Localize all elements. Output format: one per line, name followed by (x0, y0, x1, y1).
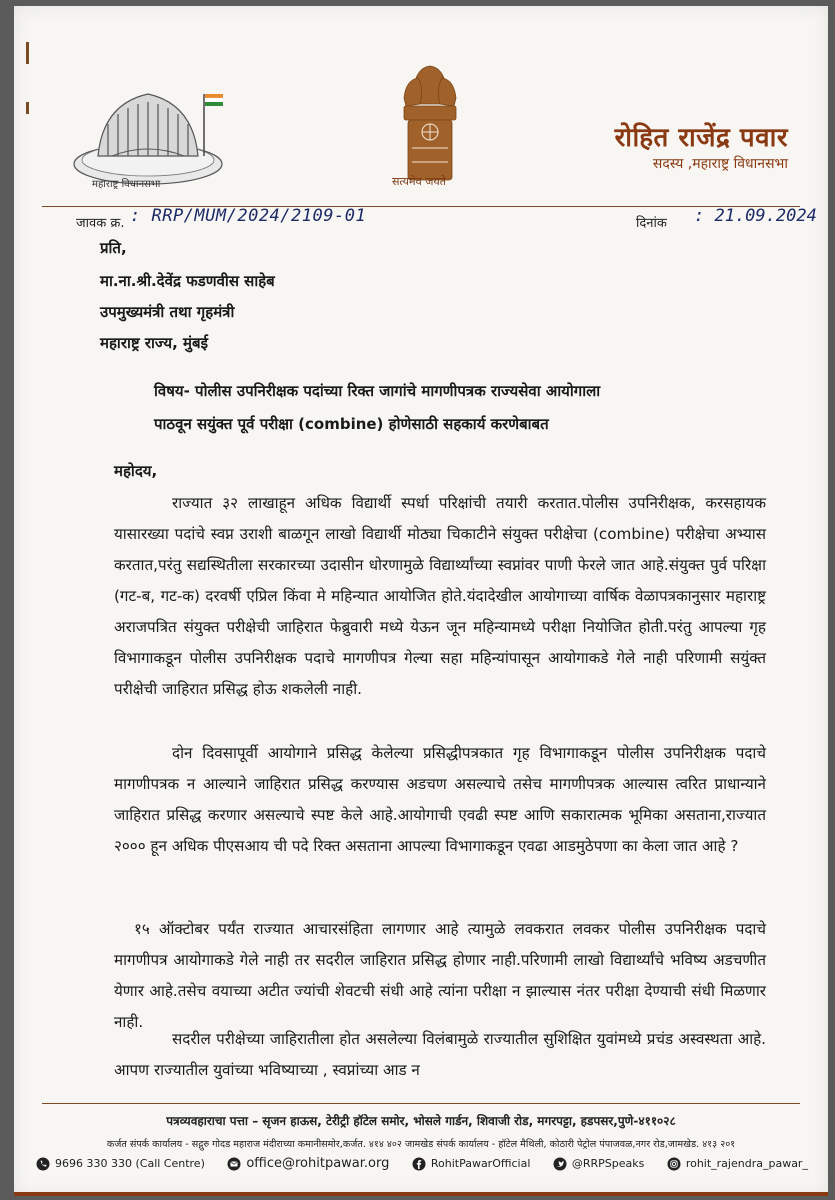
date-label: दिनांक (636, 216, 667, 231)
subject-line: पाठवून सयुंक्त पूर्व परीक्षा (combine) होणेसाठी सहकार्य करणेबाबत (154, 415, 549, 433)
footer-rule (42, 1103, 800, 1104)
body-paragraph: राज्यात ३२ लाखाहून अधिक विद्यार्थी स्पर्धा परिक्षांची तयारी करतात.पोलीस उपनिरीक्षक, करसहायक यासारख्या पदांचे स्वप्न उराशी बाळगून लाखो विद्यार्थी मोठ्या चिकाटीने संयुक्त परीक्षेचा (combine) परीक्षेचा अभ्यास करतात,परंतु सद्यस्थितीला सरकारच्या उदासीन धोरणामुळे विद्यार्थ्यांच्या स्वप्नांवर पाणी फेरले जात आहे.संयुक्त पुर्व परिक्षा (गट-ब, गट-क) दरवर्षी एप्रिल किंवा मे महिन्यात आयोजित होते.यंदादेखील आयोगाच्या वार्षिक वेळापत्रकानुसार महाराष्ट्र अराजपत्रित संयुक्त परीक्षेची जाहिरात फेब्रुवारी मध्ये येऊन जून महिन्यामध्ये परीक्षा नियोजित होती.परंतु आपल्या गृह विभागाकडून पोलीस उपनिरीक्षक पदाचे मागणीपत्र गेल्या सहा महिन्यांपासून आयोगाकडे गेले नाही परिणामी सयुंक्त परीक्षेची जाहिरात प्रसिद्ध होऊ शकलेली नाही. (114, 494, 766, 698)
margin-mark (26, 102, 29, 114)
contact-instagram (667, 1157, 808, 1171)
footer-bar (14, 1192, 828, 1196)
facebook-handle: RohitPawarOfficial (430, 1157, 531, 1170)
body-paragraph: दोन दिवसापूर्वी आयोगाने प्रसिद्ध केलेल्या प्रसिद्धीपत्रकात गृह विभागाकडून पोलीस उपनिरीक्षक पदाचे मागणीपत्रक न आल्याने जाहिरात प्रसिद्ध करण्यास अडचण असल्याचे तसेच मागणीपत्रक आल्यास त्वरित प्राधान्याने जाहिरात प्रसिद्ध करणार असल्याचे स्पष्ट केले आहे.आयोगाची एवढी स्पष्ट आणि सकारात्मक भूमिका असताना,राज्यात २००० हून अधिक पीएसआय ची पदे रिक्त असताना आपल्या विभागाकडून एवढा आडमुठेपणा का केला जात आहे ? (114, 744, 766, 855)
letter-date: : 21.09.2024 (694, 206, 817, 226)
margin-mark (26, 42, 29, 64)
sender-designation: सदस्य ,महाराष्ट्र विधानसभा (652, 156, 788, 172)
facebook-icon (412, 1157, 426, 1171)
body-paragraph: १५ ऑक्टोबर पर्यंत राज्यात आचारसंहिता लागणार आहे त्यामुळे लवकरात लवकर पोलीस उपनिरीक्षक पदाचे मागणीपत्र आयोगाकडे गेले नाही तर सदरील जाहिरात प्रसिद्ध होणार नाही.परिणामी लाखो विद्यार्थ्यांचे भविष्य अडचणीत येणार आहे.तसेच वयाच्या अटीत ज्यांची शेवटची संधी आहे त्यांना परीक्षा न झाल्यास नंतर परीक्षा देण्याची संधी मिळणार नाही. (114, 920, 766, 1031)
subject-line: विषय- पोलीस उपनिरीक्षक पदांच्या रिक्त जागांचे मागणीपत्रक राज्यसेवा आयोगाला (154, 382, 601, 400)
contact-twitter (553, 1157, 645, 1171)
reference-number: : RRP/MUM/2024/2109-01 (130, 206, 367, 226)
address-line: महाराष्ट्र राज्य, मुंबई (100, 334, 208, 352)
twitter-icon (553, 1157, 567, 1171)
email-icon (227, 1157, 241, 1171)
letter-page (14, 6, 828, 1196)
instagram-icon (667, 1157, 681, 1171)
emblem-caption: सत्यमेव जयते (392, 175, 447, 188)
footer-offices: कर्जत संपर्क कार्यालय - सद्गुरु गोदड महाराज मंदीराच्या कमानीसमोर,कर्जत. ४१४ ४०२ जामखेड संपर्क कार्यालय - हॉटेल मैथिली, कोठारी पेट्रोल पंपाजवळ,नगर रोड,जामखेड. ४१३ २०१ (106, 1139, 736, 1150)
body-paragraph: सदरील परीक्षेच्या जाहिरातीला होत असलेल्या विलंबामुळे राज्यातील सुशिक्षित युवांमध्ये प्रचंड अस्वस्थता आहे. आपण राज्यातील युवांच्या भविष्याच्या , स्वप्नांच्या आड न (114, 1030, 766, 1079)
reference-label: जावक क्र. (76, 216, 125, 231)
footer-address: पत्रव्यवहाराचा पत्ता – सृजन हाऊस, टेरीट्री हॉटेल समोर, भोसले गार्डन, शिवाजी रोड, मगरपट्टा, हडपसर,पुणे-४११०२८ (166, 1114, 676, 1128)
phone-icon (36, 1157, 50, 1171)
contact-email (227, 1156, 389, 1171)
vidhan-caption: महाराष्ट्र विधानसभा (92, 179, 161, 190)
address-line: प्रति, (100, 239, 127, 257)
sender-name: रोहित राजेंद्र पवार (614, 123, 788, 153)
salutation: महोदय, (114, 462, 158, 480)
contact-phone (36, 1157, 205, 1171)
twitter-handle: @RRPSpeaks (571, 1157, 645, 1170)
contact-facebook (412, 1157, 531, 1171)
address-line: मा.ना.श्री.देवेंद्र फडणवीस साहेब (100, 272, 275, 290)
address-line: उपमुख्यमंत्री तथा गृहमंत्री (100, 303, 235, 321)
email-address: office@rohitpawar.org (246, 1156, 390, 1171)
footer-contact-row (36, 1156, 808, 1171)
vidhan-bhavan-logo (68, 64, 228, 194)
instagram-handle: rohit_rajendra_pawar_ (685, 1157, 808, 1170)
phone-number: 9696 330 330 (Call Centre) (55, 1157, 205, 1170)
